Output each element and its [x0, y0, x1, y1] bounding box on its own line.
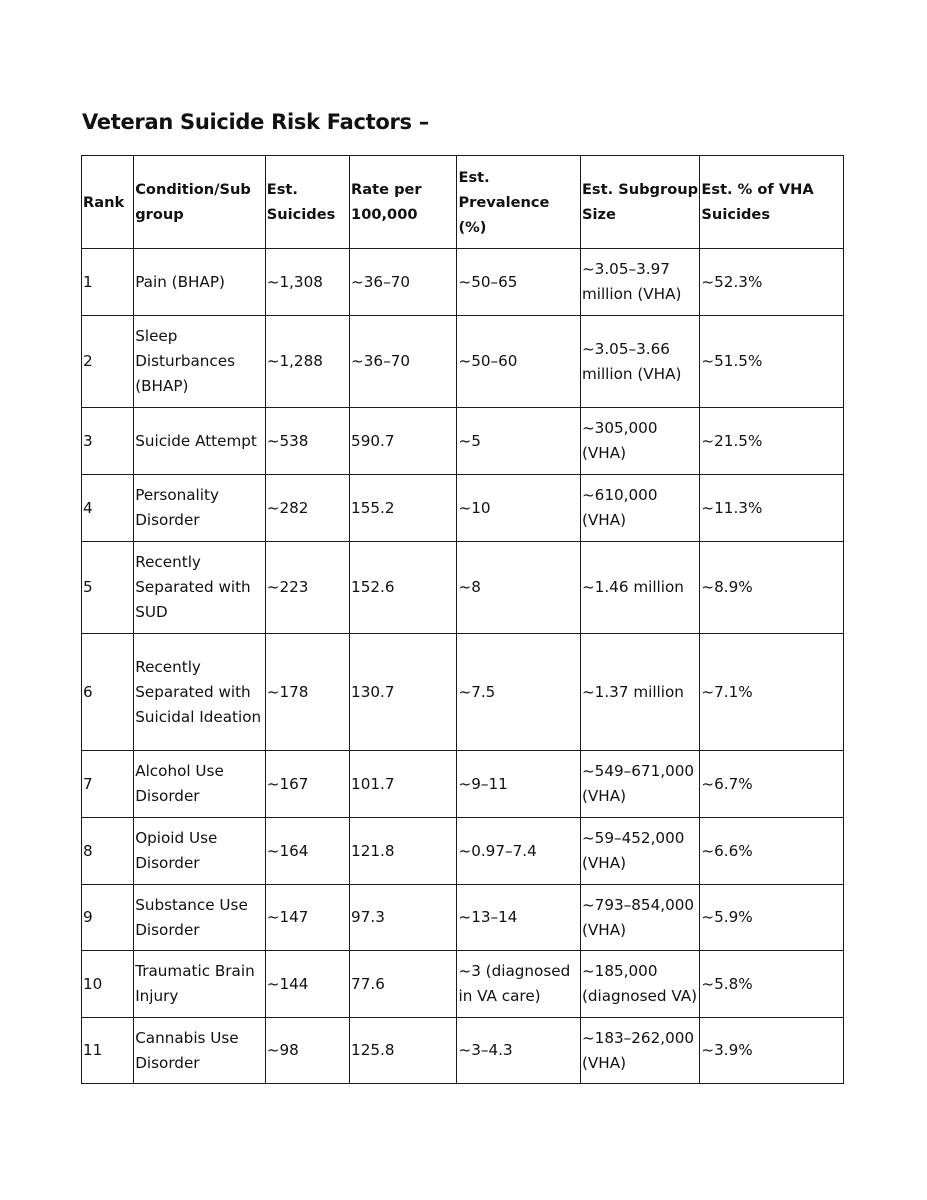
- cell-condition: Sleep Disturbances (BHAP): [134, 316, 266, 408]
- cell-suicides: ~98: [265, 1018, 349, 1084]
- cell-rate: 97.3: [350, 885, 457, 951]
- table-row: [82, 634, 844, 751]
- cell-condition: Personality Disorder: [134, 475, 266, 542]
- cell-suicides: ~178: [265, 634, 349, 751]
- page-title: Veteran Suicide Risk Factors –: [82, 110, 429, 134]
- table-row: [82, 475, 844, 542]
- cell-subgroup-size: ~305,000 (VHA): [580, 408, 699, 475]
- cell-subgroup-size: ~3.05–3.97 million (VHA): [580, 249, 699, 316]
- cell-rate: ~36–70: [350, 249, 457, 316]
- cell-suicides: ~223: [265, 542, 349, 634]
- cell-prevalence: ~50–60: [457, 316, 580, 408]
- cell-subgroup-size: ~549–671,000 (VHA): [580, 751, 699, 818]
- table-row: [82, 408, 844, 475]
- cell-rate: 155.2: [350, 475, 457, 542]
- cell-suicides: ~538: [265, 408, 349, 475]
- cell-prevalence: ~13–14: [457, 885, 580, 951]
- cell-rate: 152.6: [350, 542, 457, 634]
- header-subgroup-size: Est. Subgroup Size: [580, 156, 699, 249]
- cell-rate: ~36–70: [350, 316, 457, 408]
- cell-rate: 77.6: [350, 951, 457, 1018]
- cell-vha-pct: ~11.3%: [700, 475, 844, 542]
- cell-subgroup-size: ~3.05–3.66 million (VHA): [580, 316, 699, 408]
- cell-rate: 121.8: [350, 818, 457, 885]
- cell-prevalence: ~7.5: [457, 634, 580, 751]
- cell-rank: 8: [82, 818, 134, 885]
- cell-condition: Suicide Attempt: [134, 408, 266, 475]
- cell-subgroup-size: ~1.37 million: [580, 634, 699, 751]
- header-rate: Rate per 100,000: [350, 156, 457, 249]
- cell-vha-pct: ~6.6%: [700, 818, 844, 885]
- cell-condition: Pain (BHAP): [134, 249, 266, 316]
- cell-prevalence: ~0.97–7.4: [457, 818, 580, 885]
- cell-rank: 11: [82, 1018, 134, 1084]
- cell-subgroup-size: ~610,000 (VHA): [580, 475, 699, 542]
- cell-suicides: ~1,288: [265, 316, 349, 408]
- cell-condition: Traumatic Brain Injury: [134, 951, 266, 1018]
- table-row: [82, 818, 844, 885]
- cell-prevalence: ~8: [457, 542, 580, 634]
- cell-subgroup-size: ~185,000 (diagnosed VA): [580, 951, 699, 1018]
- cell-condition: Substance Use Disorder: [134, 885, 266, 951]
- cell-rate: 125.8: [350, 1018, 457, 1084]
- cell-rank: 4: [82, 475, 134, 542]
- cell-condition: Opioid Use Disorder: [134, 818, 266, 885]
- cell-suicides: ~167: [265, 751, 349, 818]
- cell-condition: Cannabis Use Disorder: [134, 1018, 266, 1084]
- cell-subgroup-size: ~1.46 million: [580, 542, 699, 634]
- cell-vha-pct: ~6.7%: [700, 751, 844, 818]
- cell-rank: 6: [82, 634, 134, 751]
- cell-condition: Recently Separated with Suicidal Ideation: [134, 634, 266, 751]
- table-row: [82, 751, 844, 818]
- cell-rank: 3: [82, 408, 134, 475]
- header-est-suicides: Est. Suicides: [265, 156, 349, 249]
- cell-prevalence: ~3 (diagnosed in VA care): [457, 951, 580, 1018]
- cell-rank: 1: [82, 249, 134, 316]
- header-vha-pct: Est. % of VHA Suicides: [700, 156, 844, 249]
- cell-vha-pct: ~5.9%: [700, 885, 844, 951]
- cell-rate: 130.7: [350, 634, 457, 751]
- cell-vha-pct: ~51.5%: [700, 316, 844, 408]
- cell-rank: 10: [82, 951, 134, 1018]
- cell-prevalence: ~10: [457, 475, 580, 542]
- cell-prevalence: ~50–65: [457, 249, 580, 316]
- cell-vha-pct: ~8.9%: [700, 542, 844, 634]
- cell-rate: 590.7: [350, 408, 457, 475]
- cell-rank: 5: [82, 542, 134, 634]
- cell-suicides: ~144: [265, 951, 349, 1018]
- cell-vha-pct: ~3.9%: [700, 1018, 844, 1084]
- header-prevalence: Est. Prevalence (%): [457, 156, 580, 249]
- cell-prevalence: ~9–11: [457, 751, 580, 818]
- cell-vha-pct: ~21.5%: [700, 408, 844, 475]
- cell-rank: 7: [82, 751, 134, 818]
- table-row: [82, 249, 844, 316]
- cell-rank: 2: [82, 316, 134, 408]
- table-row: [82, 316, 844, 408]
- cell-suicides: ~1,308: [265, 249, 349, 316]
- header-rank: Rank: [82, 156, 134, 249]
- cell-condition: Alcohol Use Disorder: [134, 751, 266, 818]
- cell-rank: 9: [82, 885, 134, 951]
- cell-subgroup-size: ~59–452,000 (VHA): [580, 818, 699, 885]
- cell-prevalence: ~5: [457, 408, 580, 475]
- cell-subgroup-size: ~793–854,000 (VHA): [580, 885, 699, 951]
- table-header-row: [82, 156, 844, 249]
- table-row: [82, 1018, 844, 1084]
- cell-vha-pct: ~5.8%: [700, 951, 844, 1018]
- cell-suicides: ~164: [265, 818, 349, 885]
- table-row: [82, 885, 844, 951]
- cell-vha-pct: ~52.3%: [700, 249, 844, 316]
- cell-suicides: ~282: [265, 475, 349, 542]
- header-condition: Condition/Sub group: [134, 156, 266, 249]
- table-row: [82, 951, 844, 1018]
- cell-vha-pct: ~7.1%: [700, 634, 844, 751]
- cell-prevalence: ~3–4.3: [457, 1018, 580, 1084]
- cell-subgroup-size: ~183–262,000 (VHA): [580, 1018, 699, 1084]
- table-row: [82, 542, 844, 634]
- cell-rate: 101.7: [350, 751, 457, 818]
- cell-condition: Recently Separated with SUD: [134, 542, 266, 634]
- risk-factors-table: [81, 155, 844, 1084]
- cell-suicides: ~147: [265, 885, 349, 951]
